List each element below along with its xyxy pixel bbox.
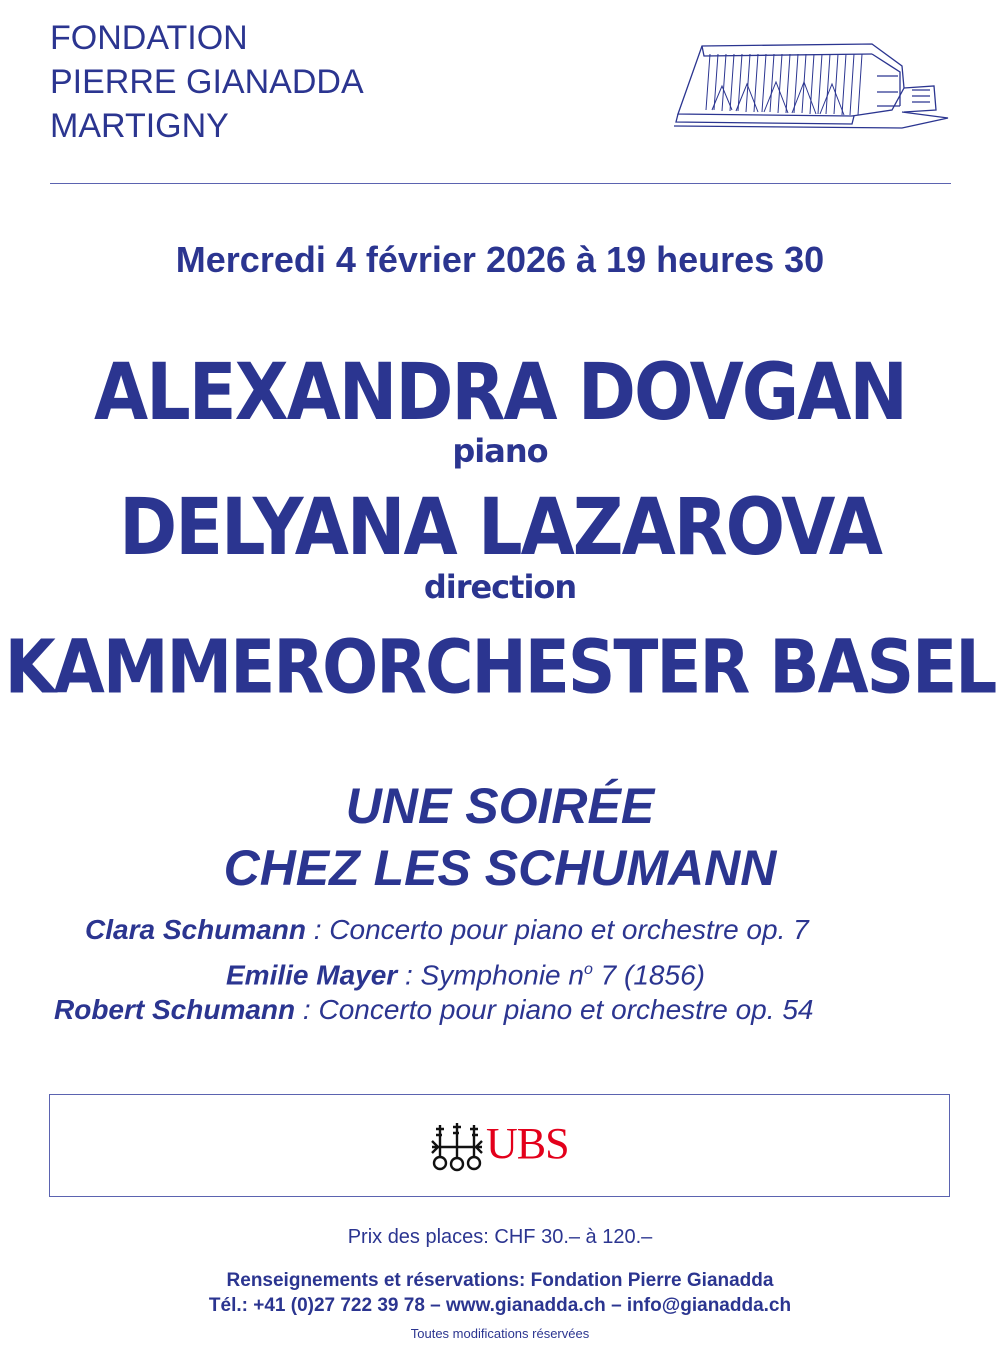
number-superscript: o xyxy=(583,961,593,978)
composer-name: Emilie Mayer xyxy=(226,959,398,991)
org-name-line-2: PIERRE GIANADDA xyxy=(50,63,364,101)
ticket-prices: Prix des places: CHF 30.– à 120.– xyxy=(347,1226,653,1248)
sponsor-box xyxy=(49,1094,950,1197)
separator: : xyxy=(397,959,421,991)
org-location: MARTIGNY xyxy=(50,107,229,145)
disclaimer: Toutes modifications réservées xyxy=(410,1326,590,1341)
work-title-suffix: 7 (1856) xyxy=(592,959,705,991)
work-title: Concerto pour piano et orchestre op. 7 xyxy=(329,914,809,945)
composer-name: Clara Schumann xyxy=(85,914,306,945)
conductor-name: DELYANA LAZAROVA xyxy=(119,481,881,573)
contact-info: Tél.: +41 (0)27 722 39 78 – www.gianadda.ch – info@gianadda.ch xyxy=(208,1295,792,1316)
work-title: Symphonie n xyxy=(420,959,584,991)
orchestra-name: KAMMERORCHESTER BASEL xyxy=(4,624,996,711)
event-date: Mercredi 4 février 2026 à 19 heures 30 xyxy=(175,239,825,280)
separator: : xyxy=(295,994,319,1025)
separator: : xyxy=(305,914,330,945)
sponsor-name: UBS xyxy=(486,1119,569,1168)
conductor-role: direction xyxy=(423,568,577,606)
building-logo-icon xyxy=(672,26,954,148)
program-title-line-2: CHEZ LES SCHUMANN xyxy=(223,840,777,896)
ubs-keys-icon xyxy=(428,1117,486,1175)
soloist-role: piano xyxy=(452,432,548,470)
program-item xyxy=(54,992,813,1028)
booking-info: Renseignements et réservations: Fondation Pierre Gianadda xyxy=(226,1270,774,1291)
composer-name: Robert Schumann xyxy=(54,994,296,1025)
soloist-name: ALEXANDRA DOVGAN xyxy=(94,346,906,438)
header-divider xyxy=(50,183,951,184)
program-item xyxy=(85,912,809,948)
program-item xyxy=(226,952,705,993)
work-title: Concerto pour piano et orchestre op. 54 xyxy=(318,994,814,1025)
org-name-line-1: FONDATION xyxy=(50,19,248,57)
program-title-line-1: UNE SOIRÉE xyxy=(345,778,655,834)
